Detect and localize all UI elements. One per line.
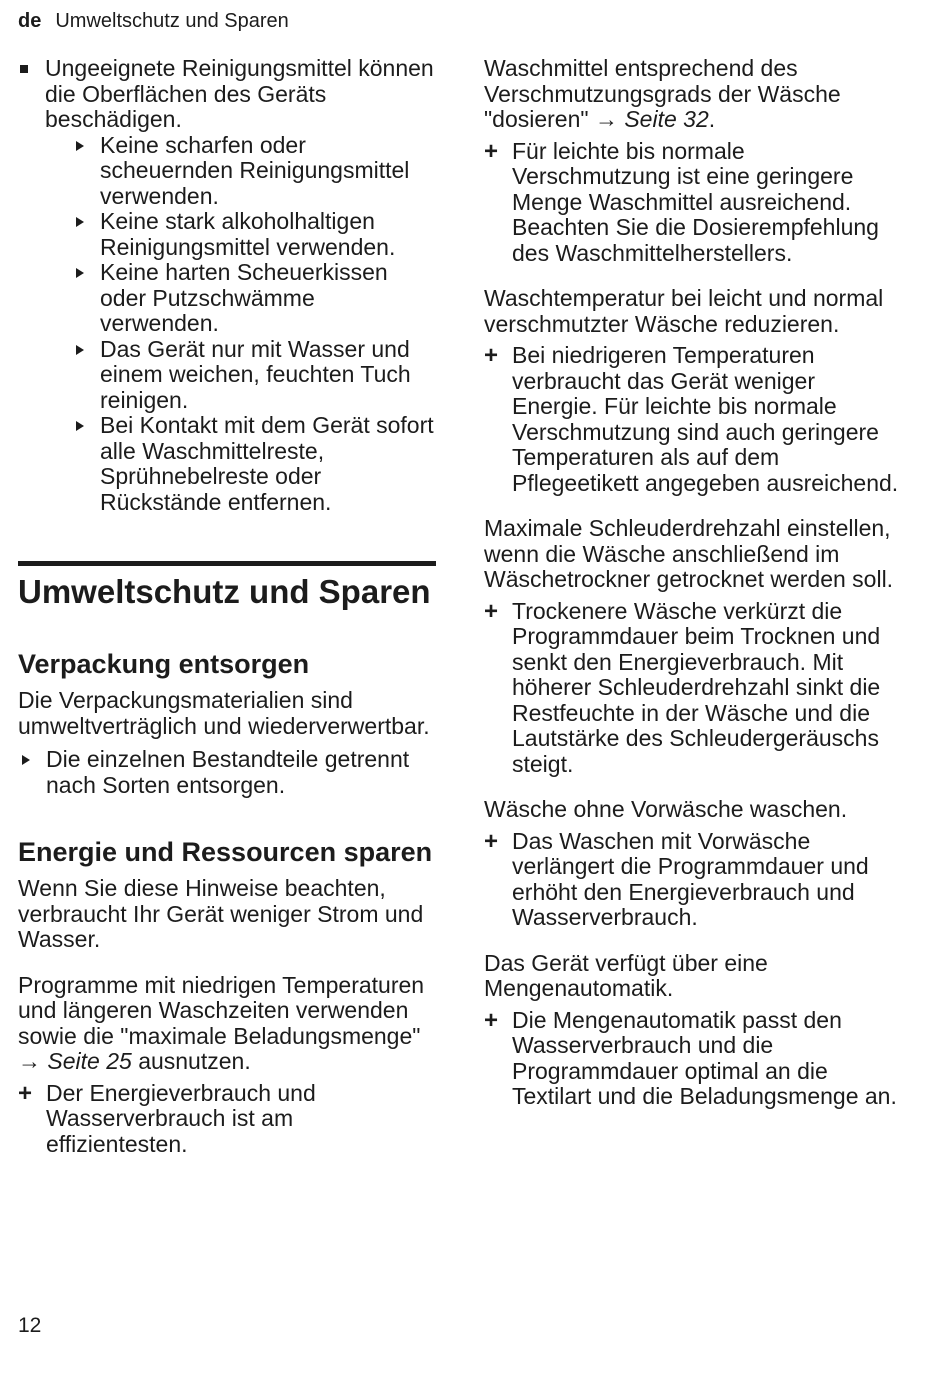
tip-text: Waschmittel entsprechend des Verschmutzungsgrads der Wäsche "dosieren" → — [484, 55, 841, 132]
list-item: Das Gerät nur mit Wasser und einem weichen, feuchten Tuch reinigen. — [72, 337, 436, 414]
tip-paragraph — [484, 56, 904, 133]
list-item: Keine scharfen oder scheuernden Reinigungsmittel verwenden. — [72, 133, 436, 210]
tip-paragraph: Das Gerät verfügt über eine Mengenautomatik. — [484, 949, 768, 1001]
benefit-item — [484, 1008, 904, 1110]
language-code: de — [18, 10, 42, 32]
page-header — [18, 8, 289, 34]
page-number: 12 — [18, 1314, 42, 1337]
page-reference: Seite 32 — [624, 106, 709, 132]
left-column — [18, 56, 436, 1157]
tip-block — [484, 797, 904, 931]
benefit-item — [484, 829, 904, 931]
list-item: Keine stark alkoholhaltigen Reinigungsmittel verwenden. — [72, 209, 436, 260]
tip-block — [484, 951, 904, 1110]
subsection-title-packaging: Verpackung entsorgen — [18, 649, 310, 679]
tip-text-end: ausnutzen. — [138, 1048, 251, 1074]
warning-text: Ungeeignete Reinigungsmittel können die Oberflächen des Geräts beschädigen. — [45, 55, 434, 132]
tip-block — [484, 56, 904, 266]
header-title: Umweltschutz und Sparen — [55, 10, 289, 32]
tip-paragraph: Wäsche ohne Vorwäsche waschen. — [484, 796, 848, 822]
tip-block — [484, 516, 904, 777]
tip-paragraph — [18, 973, 436, 1075]
benefit-text: Trockenere Wäsche verkürzt die Programmdauer beim Trocknen und senkt den Energieverbrauch. Mit höherer Schleuderdrehzahl sinkt die Restfeuchte in der Wäsche und die Lautstärke des Schleudergeräuschs steigt. — [512, 597, 881, 777]
plus-icon: + — [18, 1079, 33, 1107]
tip-block — [484, 286, 904, 496]
benefit-item — [484, 343, 904, 496]
section-title: Umweltschutz und Sparen — [18, 573, 431, 610]
paragraph: Wenn Sie diese Hinweise beachten, verbraucht Ihr Gerät weniger Strom und Wasser. — [18, 875, 424, 952]
benefit-item — [484, 139, 904, 267]
list-item: Die einzelnen Bestandteile getrennt nach Sorten entsorgen. — [18, 747, 436, 798]
plus-icon: + — [484, 597, 499, 625]
section-divider — [18, 561, 436, 566]
right-column — [484, 56, 904, 1110]
benefit-item — [484, 599, 904, 778]
benefit-text: Die Mengenautomatik passt den Wasserverbrauch und die Programmdauer optimal an die Textilart und die Beladungsmenge an. — [512, 1006, 897, 1109]
benefit-text: Bei niedrigeren Temperaturen verbraucht das Gerät weniger Energie. Für leichte bis normale Verschmutzung sind auch geringere Temperaturen als auf dem Pflegeetikett angegeben ausreichend. — [512, 342, 899, 496]
plus-icon: + — [484, 137, 499, 165]
benefit-item — [18, 1081, 436, 1158]
subsection-title-energy: Energie und Ressourcen sparen — [18, 837, 433, 867]
tip-text: Programme mit niedrigen Temperaturen und längeren Waschzeiten verwenden sowie die "maximale Beladungsmenge" → — [18, 971, 425, 1074]
tip-text-end: . — [708, 106, 716, 132]
benefit-text: Der Energieverbrauch und Wasserverbrauch ist am effizientesten. — [46, 1079, 316, 1157]
cleaning-steps — [72, 133, 436, 516]
page-reference: Seite 25 — [47, 1048, 132, 1074]
paragraph: Die Verpackungsmaterialien sind umweltverträglich und wiederverwertbar. — [18, 687, 430, 739]
tip-paragraph: Waschtemperatur bei leicht und normal verschmutzter Wäsche reduzieren. — [484, 285, 884, 337]
plus-icon: + — [484, 342, 499, 369]
list-item: Bei Kontakt mit dem Gerät sofort alle Waschmittelreste, Sprühnebelreste oder Rückstände entfernen. — [72, 413, 436, 515]
list-item: Keine harten Scheuerkissen oder Putzschwämme verwenden. — [72, 260, 436, 337]
tip-paragraph: Maximale Schleuderdrehzahl einstellen, wenn die Wäsche anschließend im Wäschetrockner getrocknet werden soll. — [484, 515, 894, 592]
benefit-text: Für leichte bis normale Verschmutzung ist eine geringere Menge Waschmittel ausreichend. Beachten Sie die Dosierempfehlung des Waschmittelherstellers. — [512, 137, 879, 266]
plus-icon: + — [484, 1006, 499, 1034]
benefit-text: Das Waschen mit Vorwäsche verlängert die Programmdauer und erhöht den Energieverbrauch und Wasserverbrauch. — [512, 827, 869, 930]
plus-icon: + — [484, 827, 499, 855]
warning-item — [18, 56, 436, 515]
